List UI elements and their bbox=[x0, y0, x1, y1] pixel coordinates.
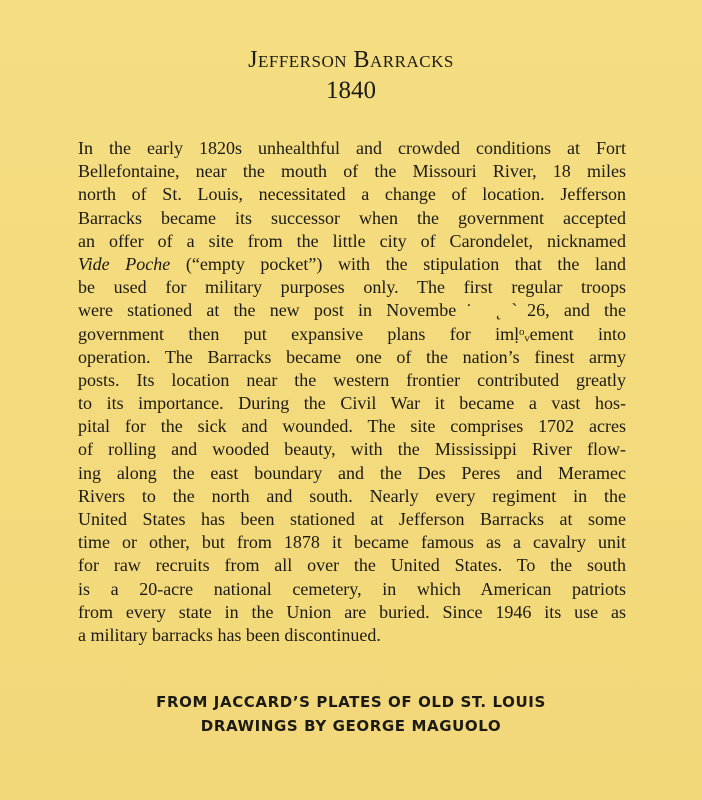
body-line: Barracks became its successor when the government accepted bbox=[78, 207, 626, 228]
body-line: ing along the east boundary and the Des Peres and Meramec bbox=[78, 462, 626, 483]
body-line: an offer of a site from the little city of Carondelet, nicknamed bbox=[78, 230, 626, 251]
body-line: Bellefontaine, near the mouth of the Missouri River, 18 miles bbox=[78, 161, 626, 182]
credits-artist: DRAWINGS BY GEORGE MAGUOLO bbox=[200, 717, 502, 735]
body-line: United States has been stationed at Jefferson Barracks at some bbox=[78, 509, 626, 529]
body-line: for raw recruits from all over the United States. To the south bbox=[78, 555, 626, 576]
body-line: operation. The Barracks became one of the nation’s finest army bbox=[78, 346, 626, 367]
body-line-rest: (“empty pocket”) with the stipulation that the land bbox=[170, 253, 626, 274]
body-line: Rivers to the north and south. Nearly every regiment in the bbox=[78, 485, 626, 506]
page-year: 1840 bbox=[326, 77, 376, 104]
italic-phrase: Vide Poche bbox=[78, 253, 171, 274]
body-line: In the early 1820s unhealthful and crowded conditions at Fort bbox=[78, 138, 626, 158]
body-line: north of St. Louis, necessitated a change of location. Jefferson bbox=[78, 184, 626, 205]
body-line: time or other, but from 1878 it became famous as a cavalry unit bbox=[78, 532, 626, 553]
body-line: to its importance. During the Civil War it became a vast hos- bbox=[78, 393, 626, 414]
credits-block bbox=[0, 690, 702, 738]
body-line: were stationed at the new post in Novembe˙ ˛ˋ26, and the bbox=[78, 300, 626, 321]
body-line: posts. Its location near the western frontier contributed greatly bbox=[78, 369, 626, 390]
credits-source: FROM JACCARD’S PLATES OF OLD ST. LOUIS bbox=[156, 693, 546, 711]
body-line: be used for military purposes only. The first regular troops bbox=[78, 277, 626, 298]
body-line: government then put expansive plans for imḷᵒᵥement into bbox=[78, 323, 626, 344]
body-line: is a 20-acre national cemetery, in which American patriots bbox=[78, 578, 626, 599]
body-paragraph bbox=[78, 137, 626, 647]
body-line: of rolling and wooded beauty, with the Mississippi River flow- bbox=[78, 439, 626, 460]
page-title: Jefferson Barracks bbox=[248, 47, 454, 73]
body-line bbox=[78, 253, 626, 276]
body-line: pital for the sick and wounded. The site comprises 1702 acres bbox=[78, 416, 626, 437]
body-line: from every state in the Union are buried. Since 1946 its use as bbox=[78, 601, 626, 622]
body-line: a military barracks has been discontinued. bbox=[78, 624, 381, 645]
